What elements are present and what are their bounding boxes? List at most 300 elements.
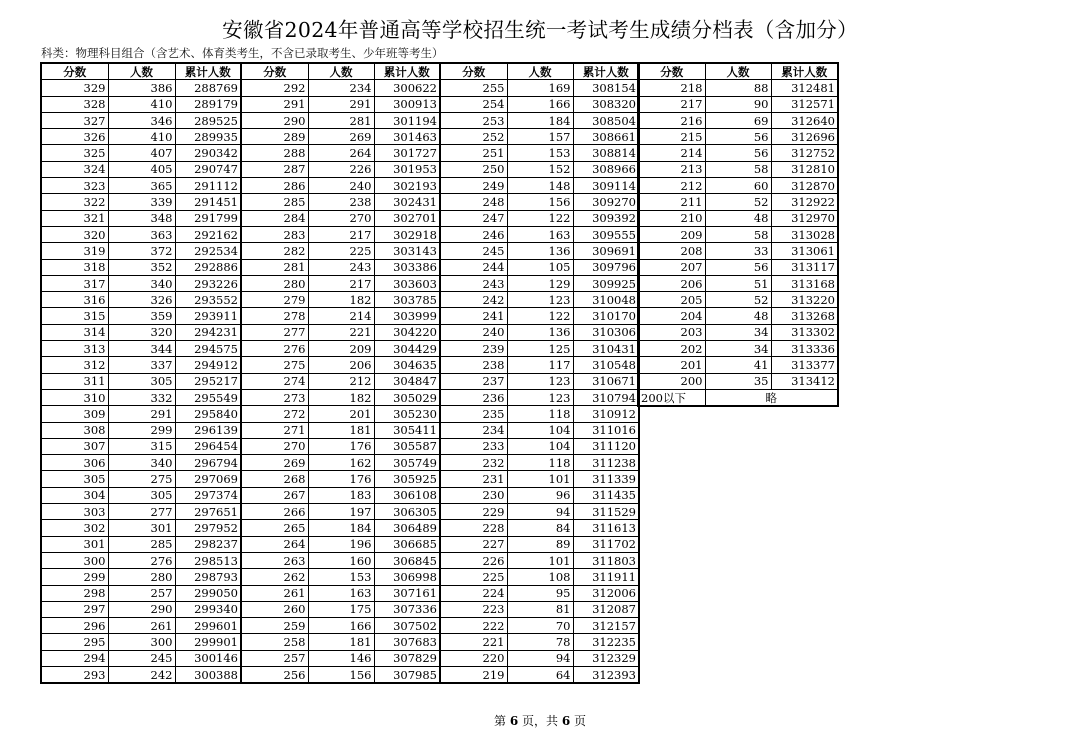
cumulative-cell: 294575 xyxy=(175,341,241,357)
count-cell: 242 xyxy=(108,666,175,683)
score-cell: 256 xyxy=(241,666,308,683)
cumulative-cell: 298513 xyxy=(175,552,241,568)
cumulative-cell: 288769 xyxy=(175,80,241,96)
score-cell: 310 xyxy=(41,389,108,405)
count-cell: 182 xyxy=(308,292,374,308)
count-cell: 122 xyxy=(507,308,573,324)
score-cell: 224 xyxy=(440,585,507,601)
score-table-side xyxy=(637,62,839,407)
score-cell: 241 xyxy=(440,308,507,324)
count-cell: 340 xyxy=(108,455,175,471)
cumulative-cell: 312922 xyxy=(771,194,838,210)
score-cell: 314 xyxy=(41,324,108,340)
cumulative-cell: 313336 xyxy=(771,341,838,357)
count-cell: 123 xyxy=(507,389,573,405)
count-cell: 176 xyxy=(308,471,374,487)
score-cell: 228 xyxy=(440,520,507,536)
cumulative-cell: 308966 xyxy=(573,161,639,177)
cumulative-cell: 298793 xyxy=(175,569,241,585)
score-cell: 209 xyxy=(638,226,705,242)
cumulative-cell: 302193 xyxy=(374,178,440,194)
score-cell: 261 xyxy=(241,585,308,601)
count-cell: 175 xyxy=(308,601,374,617)
cumulative-cell: 299601 xyxy=(175,618,241,634)
count-cell: 163 xyxy=(308,585,374,601)
count-cell: 90 xyxy=(705,96,771,112)
score-cell: 264 xyxy=(241,536,308,552)
cumulative-cell: 299901 xyxy=(175,634,241,650)
cumulative-cell: 306685 xyxy=(374,536,440,552)
page-title: 安徽省2024年普通高等学校招生统一考试考生成绩分档表（含加分） xyxy=(222,18,858,42)
count-cell: 346 xyxy=(108,112,175,128)
count-cell: 122 xyxy=(507,210,573,226)
count-cell: 363 xyxy=(108,226,175,242)
count-cell: 291 xyxy=(308,96,374,112)
score-cell: 295 xyxy=(41,634,108,650)
count-cell: 234 xyxy=(308,80,374,96)
count-cell: 261 xyxy=(108,618,175,634)
cumulative-cell: 312393 xyxy=(573,666,639,683)
cumulative-cell: 310548 xyxy=(573,357,639,373)
table-row xyxy=(41,259,639,275)
count-cell: 225 xyxy=(308,243,374,259)
count-cell: 56 xyxy=(705,129,771,145)
score-cell: 213 xyxy=(638,161,705,177)
header-count: 人数 xyxy=(108,63,175,80)
cumulative-cell: 289525 xyxy=(175,112,241,128)
count-cell: 94 xyxy=(507,504,573,520)
count-cell: 277 xyxy=(108,504,175,520)
cumulative-cell: 307829 xyxy=(374,650,440,666)
table-row xyxy=(638,145,838,161)
score-cell: 210 xyxy=(638,210,705,226)
count-cell: 156 xyxy=(507,194,573,210)
cumulative-cell: 310306 xyxy=(573,324,639,340)
score-cell: 302 xyxy=(41,520,108,536)
score-cell: 294 xyxy=(41,650,108,666)
cumulative-cell: 303386 xyxy=(374,259,440,275)
table-row xyxy=(638,341,838,357)
header-cumulative: 累计人数 xyxy=(771,63,838,80)
count-cell: 60 xyxy=(705,178,771,194)
score-cell: 240 xyxy=(440,324,507,340)
count-cell: 344 xyxy=(108,341,175,357)
table-row xyxy=(638,275,838,291)
cumulative-cell: 310794 xyxy=(573,389,639,405)
score-cell: 279 xyxy=(241,292,308,308)
count-cell: 410 xyxy=(108,129,175,145)
cumulative-cell: 301194 xyxy=(374,112,440,128)
cumulative-cell: 313302 xyxy=(771,324,838,340)
cumulative-cell: 311339 xyxy=(573,471,639,487)
table-row xyxy=(41,487,639,503)
score-cell: 235 xyxy=(440,406,507,422)
cumulative-cell: 313028 xyxy=(771,226,838,242)
score-cell: 229 xyxy=(440,504,507,520)
score-cell: 268 xyxy=(241,471,308,487)
header-count: 人数 xyxy=(308,63,374,80)
cumulative-cell: 294912 xyxy=(175,357,241,373)
cumulative-cell: 310671 xyxy=(573,373,639,389)
count-cell: 118 xyxy=(507,406,573,422)
cumulative-cell: 312087 xyxy=(573,601,639,617)
count-cell: 209 xyxy=(308,341,374,357)
score-cell: 320 xyxy=(41,226,108,242)
table-row xyxy=(638,194,838,210)
score-cell: 318 xyxy=(41,259,108,275)
table-row xyxy=(638,161,838,177)
score-cell: 313 xyxy=(41,341,108,357)
cumulative-cell: 305029 xyxy=(374,389,440,405)
score-cell: 327 xyxy=(41,112,108,128)
table-header-row xyxy=(638,63,838,80)
cumulative-cell: 302918 xyxy=(374,226,440,242)
cumulative-cell: 307336 xyxy=(374,601,440,617)
cumulative-cell: 301953 xyxy=(374,161,440,177)
table-row xyxy=(41,520,639,536)
table-row xyxy=(638,178,838,194)
count-cell: 88 xyxy=(705,80,771,96)
score-cell: 276 xyxy=(241,341,308,357)
cumulative-cell: 293911 xyxy=(175,308,241,324)
score-cell: 297 xyxy=(41,601,108,617)
table-row xyxy=(41,161,639,177)
score-cell: 329 xyxy=(41,80,108,96)
score-cell: 252 xyxy=(440,129,507,145)
score-cell: 220 xyxy=(440,650,507,666)
table-row xyxy=(638,259,838,275)
score-cell: 250 xyxy=(440,161,507,177)
table-row xyxy=(41,634,639,650)
cumulative-cell: 311529 xyxy=(573,504,639,520)
cumulative-cell: 307683 xyxy=(374,634,440,650)
table-row xyxy=(41,389,639,405)
count-cell: 182 xyxy=(308,389,374,405)
footer-total-pages: 6 xyxy=(561,714,571,728)
score-cell: 283 xyxy=(241,226,308,242)
category-subtitle: 科类：物理科目组合（含艺术、体育类考生，不含已录取考生、少年班等考生） xyxy=(41,46,444,60)
count-cell: 96 xyxy=(507,487,573,503)
count-cell: 136 xyxy=(507,243,573,259)
header-score: 分数 xyxy=(638,63,705,80)
score-cell: 211 xyxy=(638,194,705,210)
count-cell: 56 xyxy=(705,145,771,161)
count-cell: 104 xyxy=(507,438,573,454)
cumulative-cell: 311911 xyxy=(573,569,639,585)
cumulative-cell: 308154 xyxy=(573,80,639,96)
cumulative-cell: 311613 xyxy=(573,520,639,536)
cumulative-cell: 295840 xyxy=(175,406,241,422)
count-cell: 301 xyxy=(108,520,175,536)
table-row xyxy=(638,210,838,226)
cumulative-cell: 313268 xyxy=(771,308,838,324)
cumulative-cell: 290342 xyxy=(175,145,241,161)
count-cell: 183 xyxy=(308,487,374,503)
count-cell: 101 xyxy=(507,552,573,568)
cumulative-cell: 293226 xyxy=(175,275,241,291)
score-cell: 201 xyxy=(638,357,705,373)
count-cell: 217 xyxy=(308,226,374,242)
score-cell: 223 xyxy=(440,601,507,617)
score-cell: 280 xyxy=(241,275,308,291)
count-cell: 281 xyxy=(308,112,374,128)
count-cell: 386 xyxy=(108,80,175,96)
count-cell: 243 xyxy=(308,259,374,275)
below-200-value: 略 xyxy=(705,389,838,406)
score-cell: 296 xyxy=(41,618,108,634)
score-cell: 281 xyxy=(241,259,308,275)
cumulative-cell: 298237 xyxy=(175,536,241,552)
cumulative-cell: 308320 xyxy=(573,96,639,112)
cumulative-cell: 303603 xyxy=(374,275,440,291)
count-cell: 214 xyxy=(308,308,374,324)
count-cell: 238 xyxy=(308,194,374,210)
cumulative-cell: 306845 xyxy=(374,552,440,568)
table-row xyxy=(41,145,639,161)
header-score: 分数 xyxy=(41,63,108,80)
cumulative-cell: 297069 xyxy=(175,471,241,487)
table-row xyxy=(638,226,838,242)
count-cell: 148 xyxy=(507,178,573,194)
table-row xyxy=(41,226,639,242)
score-cell: 288 xyxy=(241,145,308,161)
score-cell: 222 xyxy=(440,618,507,634)
table-row xyxy=(41,324,639,340)
score-cell: 221 xyxy=(440,634,507,650)
table-row xyxy=(638,324,838,340)
cumulative-cell: 305925 xyxy=(374,471,440,487)
header-cumulative: 累计人数 xyxy=(175,63,241,80)
cumulative-cell: 312696 xyxy=(771,129,838,145)
count-cell: 372 xyxy=(108,243,175,259)
table-row xyxy=(41,80,639,96)
score-cell: 260 xyxy=(241,601,308,617)
below-200-row xyxy=(638,389,838,406)
cumulative-cell: 312752 xyxy=(771,145,838,161)
cumulative-cell: 304635 xyxy=(374,357,440,373)
count-cell: 245 xyxy=(108,650,175,666)
cumulative-cell: 301727 xyxy=(374,145,440,161)
table-header-row xyxy=(41,63,639,80)
count-cell: 217 xyxy=(308,275,374,291)
score-cell: 231 xyxy=(440,471,507,487)
score-cell: 262 xyxy=(241,569,308,585)
score-cell: 208 xyxy=(638,243,705,259)
count-cell: 78 xyxy=(507,634,573,650)
score-cell: 291 xyxy=(241,96,308,112)
count-cell: 41 xyxy=(705,357,771,373)
count-cell: 157 xyxy=(507,129,573,145)
cumulative-cell: 312157 xyxy=(573,618,639,634)
score-cell: 253 xyxy=(440,112,507,128)
score-cell: 311 xyxy=(41,373,108,389)
cumulative-cell: 307161 xyxy=(374,585,440,601)
score-cell: 273 xyxy=(241,389,308,405)
score-cell: 284 xyxy=(241,210,308,226)
cumulative-cell: 304847 xyxy=(374,373,440,389)
table-row xyxy=(41,112,639,128)
score-cell: 249 xyxy=(440,178,507,194)
table-row xyxy=(41,504,639,520)
score-cell: 207 xyxy=(638,259,705,275)
count-cell: 56 xyxy=(705,259,771,275)
cumulative-cell: 312235 xyxy=(573,634,639,650)
score-cell: 293 xyxy=(41,666,108,683)
cumulative-cell: 306489 xyxy=(374,520,440,536)
count-cell: 221 xyxy=(308,324,374,340)
score-cell: 316 xyxy=(41,292,108,308)
cumulative-cell: 299340 xyxy=(175,601,241,617)
cumulative-cell: 310170 xyxy=(573,308,639,324)
cumulative-cell: 299050 xyxy=(175,585,241,601)
score-cell: 233 xyxy=(440,438,507,454)
score-cell: 277 xyxy=(241,324,308,340)
cumulative-cell: 309925 xyxy=(573,275,639,291)
table-row xyxy=(41,96,639,112)
score-cell: 205 xyxy=(638,292,705,308)
score-cell: 215 xyxy=(638,129,705,145)
count-cell: 146 xyxy=(308,650,374,666)
cumulative-cell: 291799 xyxy=(175,210,241,226)
score-cell: 289 xyxy=(241,129,308,145)
cumulative-cell: 289179 xyxy=(175,96,241,112)
score-cell: 246 xyxy=(440,226,507,242)
count-cell: 300 xyxy=(108,634,175,650)
header-score: 分数 xyxy=(241,63,308,80)
cumulative-cell: 306998 xyxy=(374,569,440,585)
count-cell: 34 xyxy=(705,341,771,357)
cumulative-cell: 305749 xyxy=(374,455,440,471)
score-cell: 259 xyxy=(241,618,308,634)
table-row xyxy=(41,357,639,373)
score-cell: 267 xyxy=(241,487,308,503)
count-cell: 305 xyxy=(108,487,175,503)
cumulative-cell: 309114 xyxy=(573,178,639,194)
score-cell: 219 xyxy=(440,666,507,683)
cumulative-cell: 313117 xyxy=(771,259,838,275)
count-cell: 69 xyxy=(705,112,771,128)
table-row xyxy=(41,569,639,585)
score-cell: 230 xyxy=(440,487,507,503)
score-cell: 317 xyxy=(41,275,108,291)
cumulative-cell: 310431 xyxy=(573,341,639,357)
cumulative-cell: 289935 xyxy=(175,129,241,145)
cumulative-cell: 312329 xyxy=(573,650,639,666)
count-cell: 290 xyxy=(108,601,175,617)
score-cell: 301 xyxy=(41,536,108,552)
count-cell: 104 xyxy=(507,422,573,438)
table-row xyxy=(41,194,639,210)
table-row xyxy=(41,455,639,471)
score-cell: 242 xyxy=(440,292,507,308)
count-cell: 160 xyxy=(308,552,374,568)
table-row xyxy=(41,178,639,194)
cumulative-cell: 295549 xyxy=(175,389,241,405)
score-cell: 234 xyxy=(440,422,507,438)
cumulative-cell: 313377 xyxy=(771,357,838,373)
header-count: 人数 xyxy=(507,63,573,80)
score-cell: 204 xyxy=(638,308,705,324)
score-cell: 202 xyxy=(638,341,705,357)
score-cell: 275 xyxy=(241,357,308,373)
score-cell: 244 xyxy=(440,259,507,275)
score-cell: 239 xyxy=(440,341,507,357)
cumulative-cell: 296794 xyxy=(175,455,241,471)
count-cell: 64 xyxy=(507,666,573,683)
cumulative-cell: 301463 xyxy=(374,129,440,145)
score-table-main xyxy=(40,62,640,684)
count-cell: 407 xyxy=(108,145,175,161)
count-cell: 34 xyxy=(705,324,771,340)
cumulative-cell: 307985 xyxy=(374,666,440,683)
score-cell: 217 xyxy=(638,96,705,112)
count-cell: 136 xyxy=(507,324,573,340)
count-cell: 348 xyxy=(108,210,175,226)
score-cell: 266 xyxy=(241,504,308,520)
table-row xyxy=(41,373,639,389)
score-cell: 299 xyxy=(41,569,108,585)
cumulative-cell: 308504 xyxy=(573,112,639,128)
score-cell: 212 xyxy=(638,178,705,194)
score-cell: 308 xyxy=(41,422,108,438)
count-cell: 410 xyxy=(108,96,175,112)
count-cell: 257 xyxy=(108,585,175,601)
cumulative-cell: 300913 xyxy=(374,96,440,112)
table-row xyxy=(638,308,838,324)
cumulative-cell: 305411 xyxy=(374,422,440,438)
score-cell: 305 xyxy=(41,471,108,487)
count-cell: 206 xyxy=(308,357,374,373)
table-row xyxy=(41,618,639,634)
cumulative-cell: 311238 xyxy=(573,455,639,471)
header-score: 分数 xyxy=(440,63,507,80)
count-cell: 94 xyxy=(507,650,573,666)
count-cell: 163 xyxy=(507,226,573,242)
score-cell: 245 xyxy=(440,243,507,259)
count-cell: 118 xyxy=(507,455,573,471)
cumulative-cell: 297952 xyxy=(175,520,241,536)
cumulative-cell: 312571 xyxy=(771,96,838,112)
count-cell: 33 xyxy=(705,243,771,259)
cumulative-cell: 292886 xyxy=(175,259,241,275)
table-row xyxy=(41,650,639,666)
table-row xyxy=(41,536,639,552)
cumulative-cell: 313220 xyxy=(771,292,838,308)
footer-page-number: 6 xyxy=(509,714,519,728)
cumulative-cell: 309270 xyxy=(573,194,639,210)
count-cell: 176 xyxy=(308,438,374,454)
count-cell: 264 xyxy=(308,145,374,161)
cumulative-cell: 308661 xyxy=(573,129,639,145)
score-cell: 218 xyxy=(638,80,705,96)
table-row xyxy=(638,129,838,145)
cumulative-cell: 312810 xyxy=(771,161,838,177)
score-cell: 257 xyxy=(241,650,308,666)
score-cell: 258 xyxy=(241,634,308,650)
count-cell: 35 xyxy=(705,373,771,389)
page-footer xyxy=(0,712,1080,729)
count-cell: 197 xyxy=(308,504,374,520)
score-cell: 303 xyxy=(41,504,108,520)
count-cell: 269 xyxy=(308,129,374,145)
score-cell: 285 xyxy=(241,194,308,210)
count-cell: 52 xyxy=(705,194,771,210)
header-cumulative: 累计人数 xyxy=(573,63,639,80)
score-cell: 227 xyxy=(440,536,507,552)
cumulative-cell: 307502 xyxy=(374,618,440,634)
score-cell: 203 xyxy=(638,324,705,340)
score-cell: 315 xyxy=(41,308,108,324)
